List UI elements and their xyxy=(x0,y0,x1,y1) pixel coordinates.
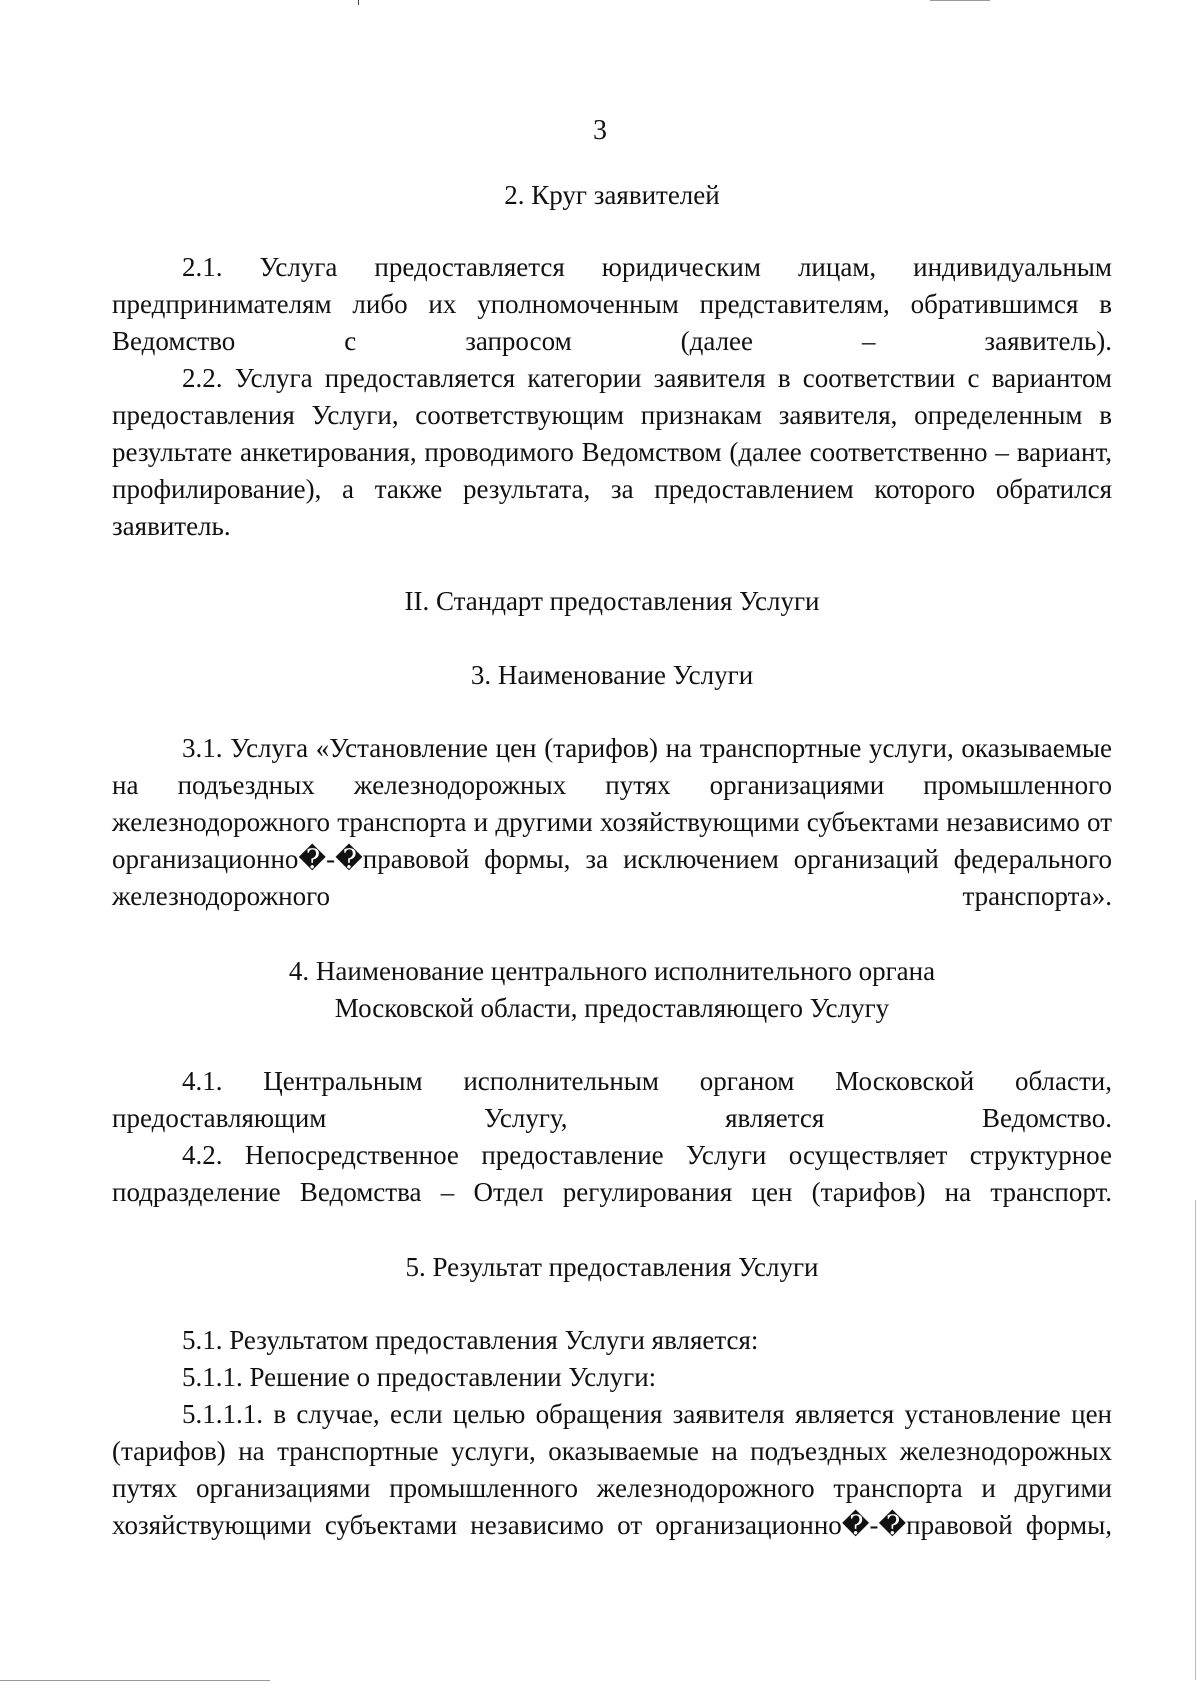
section-4-title-line-2: Московской области, предоставляющего Услугу xyxy=(334,993,890,1023)
paragraph-4-1: 4.1. Центральным исполнительным органом Московской области, предоставляющим Услугу, является Ведомство. xyxy=(112,1066,1112,1133)
scan-artifact-top xyxy=(358,0,359,5)
part-2-title: II. Стандарт предоставления Услуги xyxy=(404,586,820,616)
section-2-title: 2. Круг заявителей xyxy=(504,180,720,210)
scan-artifact-right-edge xyxy=(1195,1200,1196,1680)
paragraph-5-1-1-1: 5.1.1.1. в случае, если целью обращения заявителя является установление цен (тарифов) на транспортные услуги, оказываемые на подъездных железнодорожных путях организациями промышленного железнодорожного транспорта и другими хозяйствующими субъектами независимо от организационно�-�правовой формы, xyxy=(112,1399,1112,1540)
paragraph-5-1-1: 5.1.1. Решение о предоставлении Услуги: xyxy=(182,1362,657,1392)
paragraph-2-1: 2.1. Услуга предоставляется юридическим лицам, индивидуальным предпринимателям либо их уполномоченным представителям, обратившимся в Ведомство с запросом (далее – заявитель). xyxy=(112,252,1112,356)
section-5-title: 5. Результат предоставления Услуги xyxy=(405,1252,819,1282)
section-4-title-line-1: 4. Наименование центрального исполнительного органа xyxy=(288,956,936,986)
paragraph-3-1: 3.1. Услуга «Установление цен (тарифов) на транспортные услуги, оказываемые на подъездных железнодорожных путях организациями промышленного железнодорожного транспорта и другими хозяйствующими субъектами независимо от организационно�-�правовой формы, за исключением организаций федерального железнодорожного транспорта». xyxy=(112,733,1112,911)
page-number: 3 xyxy=(593,115,607,146)
paragraph-5-1: 5.1. Результатом предоставления Услуги является: xyxy=(182,1325,759,1355)
section-3-title: 3. Наименование Услуги xyxy=(470,660,754,690)
scan-artifact-bottom xyxy=(0,1680,270,1681)
paragraph-2-2: 2.2. Услуга предоставляется категории заявителя в соответствии с вариантом предоставления Услуги, соответствующим признакам заявителя, определенным в результате анкетирования, проводимого Ведомством (далее соответственно – вариант, профилирование), а также результата, за предоставлением которого обратился заявитель. xyxy=(112,363,1112,541)
scan-artifact-top-right xyxy=(930,0,990,1)
paragraph-4-2: 4.2. Непосредственное предоставление Услуги осуществляет структурное подразделение Ведомства – Отдел регулирования цен (тарифов) на транспорт. xyxy=(112,1140,1112,1207)
